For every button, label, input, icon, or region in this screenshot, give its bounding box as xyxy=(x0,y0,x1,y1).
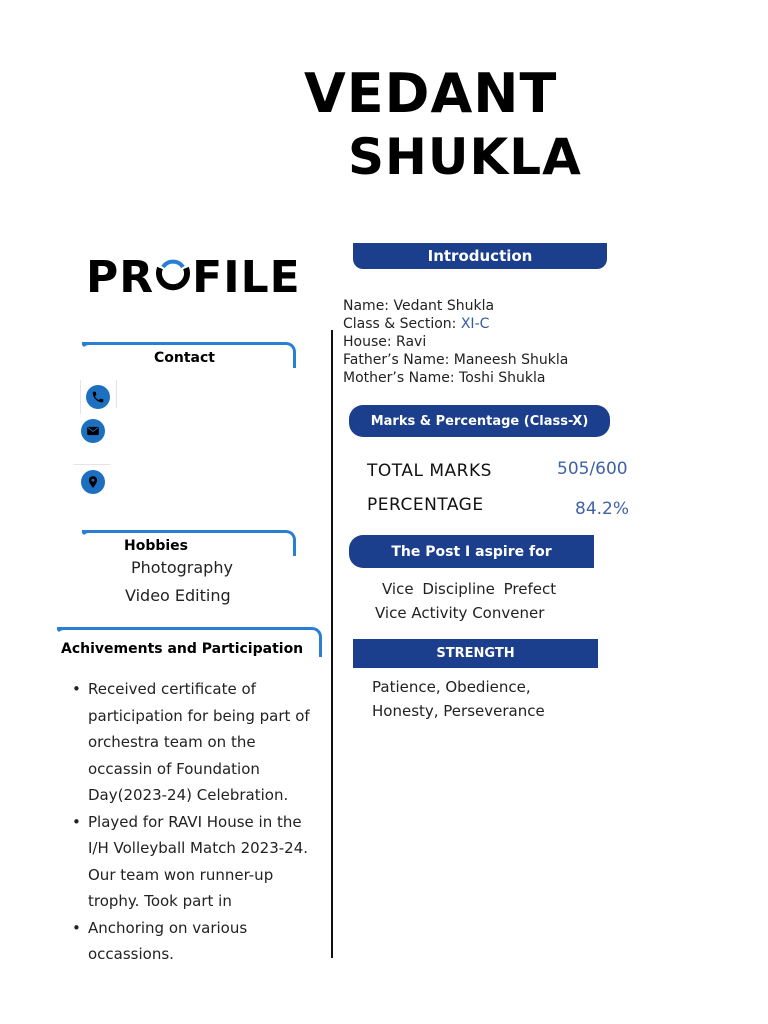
percentage-value: 84.2% xyxy=(575,499,630,519)
introduction-header: Introduction xyxy=(353,243,607,269)
total-marks-value: 505/600 xyxy=(557,459,628,479)
column-divider xyxy=(331,330,333,958)
name-last-line: SHUKLA xyxy=(348,128,582,186)
contact-header xyxy=(82,342,296,368)
intro-father-row xyxy=(343,351,568,369)
achievement-item: • Received certificate of participation for being part of orchestra team on the occassin of Foundation Day(2023-24) Celebration. xyxy=(70,676,320,809)
profile-o-ring-icon xyxy=(154,256,192,296)
strength-line: Honesty, Perseverance xyxy=(372,702,545,720)
email-icon[interactable] xyxy=(81,419,105,443)
intro-class-label: Class & Section: xyxy=(343,316,461,332)
achievements-title: Achivements and Participation xyxy=(61,641,304,657)
hobbies-header xyxy=(82,530,296,556)
post-header: The Post I aspire for xyxy=(349,535,594,568)
achievements-list xyxy=(70,676,320,968)
intro-name-value: Vedant Shukla xyxy=(393,298,495,314)
marks-header: Marks & Percentage (Class-X) xyxy=(349,405,610,437)
hobbies-title: Hobbies xyxy=(124,538,189,554)
contact-title: Contact xyxy=(154,350,215,366)
achievement-item: • Played for RAVI House in the I/H Volleyball Match 2023-24. Our team won runner-up trophy. Took part in xyxy=(70,809,320,915)
contact-line xyxy=(74,464,110,465)
total-marks-label: TOTAL MARKS xyxy=(367,461,492,481)
hobby-item: Video Editing xyxy=(125,586,231,605)
location-icon[interactable] xyxy=(81,470,105,494)
intro-name-label: Name: xyxy=(343,298,394,314)
intro-father-value: Maneesh Shukla xyxy=(453,352,569,368)
post-item: Vice Activity Convener xyxy=(375,604,545,622)
phone-icon[interactable] xyxy=(86,385,110,409)
intro-house-value: Ravi xyxy=(396,334,427,350)
achievements-header xyxy=(57,627,322,657)
intro-house-label: House: xyxy=(343,334,397,350)
intro-class-row xyxy=(343,315,568,333)
intro-father-label: Father’s Name: xyxy=(343,352,454,368)
intro-mother-label: Mother’s Name: xyxy=(343,370,460,386)
hobby-item: Photography xyxy=(131,558,233,577)
intro-name-row xyxy=(343,297,568,315)
intro-mother-value: Toshi Shukla xyxy=(459,370,546,386)
name-first-line: VEDANT xyxy=(304,62,558,125)
profile-heading xyxy=(86,252,301,303)
achievement-item: • Anchoring on various occassions. xyxy=(70,915,320,968)
strength-header: STRENGTH xyxy=(353,639,598,668)
intro-mother-row xyxy=(343,369,568,387)
contact-line xyxy=(116,380,117,408)
contact-line xyxy=(80,380,81,414)
profile-heading-post: FILE xyxy=(192,252,301,303)
profile-heading-pre: PR xyxy=(86,252,155,303)
introduction-details xyxy=(343,297,568,387)
intro-house-row xyxy=(343,333,568,351)
intro-class-value: XI-C xyxy=(460,316,490,332)
strength-line: Patience, Obedience, xyxy=(372,678,531,696)
post-item: Vice Discipline Prefect xyxy=(382,580,557,598)
percentage-label: PERCENTAGE xyxy=(367,495,484,515)
